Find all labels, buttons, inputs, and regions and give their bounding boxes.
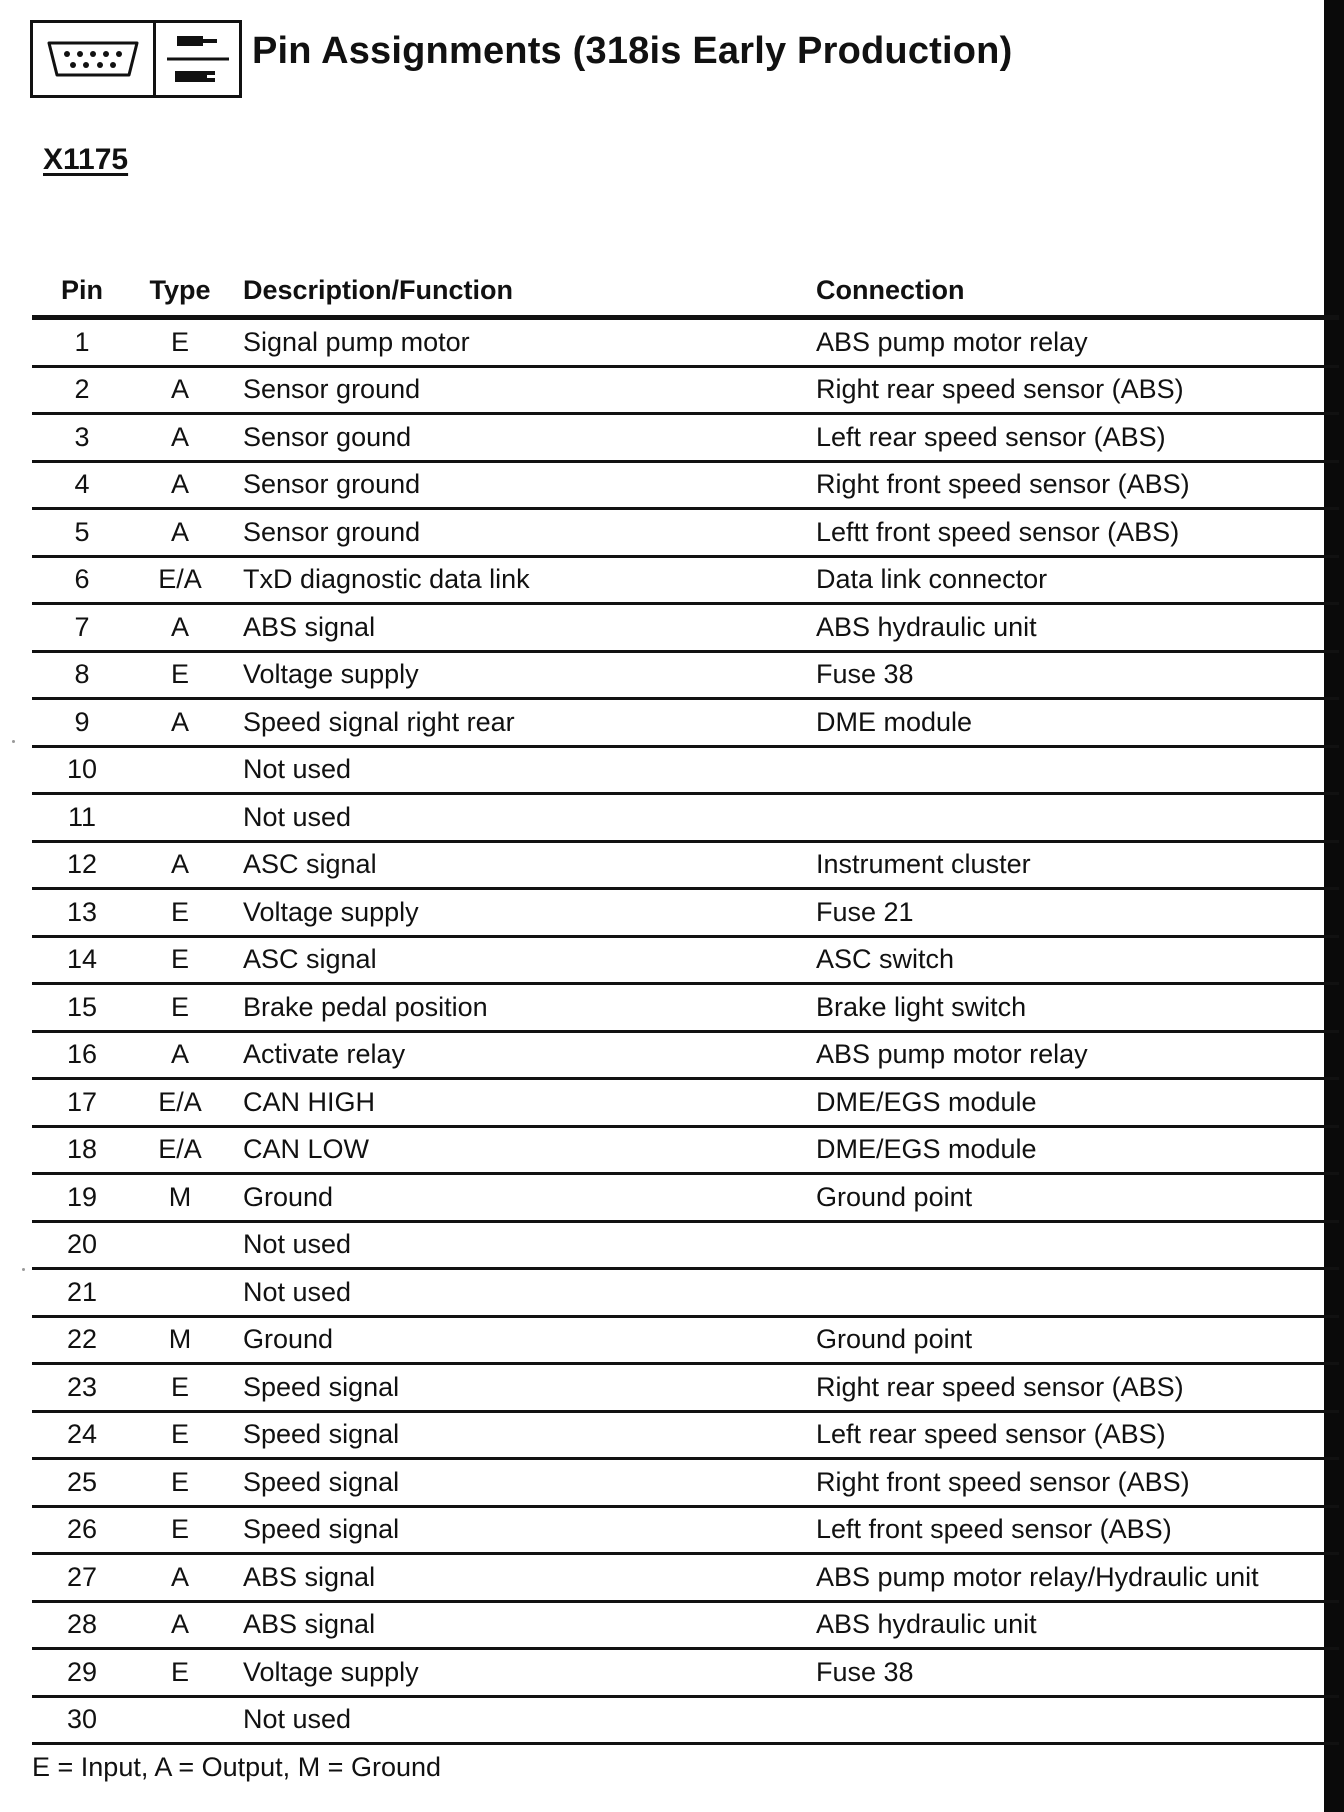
- pin-cell: 17: [32, 1079, 132, 1127]
- column-header-description: Description/Function: [228, 266, 816, 318]
- pin-cell: 11: [32, 794, 132, 842]
- description-cell: Speed signal: [228, 1364, 816, 1412]
- table-row: [32, 1221, 1339, 1269]
- table-row: [32, 1079, 1339, 1127]
- pin-cell: 13: [32, 889, 132, 937]
- scan-speck: [12, 740, 15, 743]
- type-cell: E/A: [132, 556, 228, 604]
- table-row: [32, 1506, 1339, 1554]
- type-cell: E: [132, 936, 228, 984]
- column-header-type: Type: [132, 266, 228, 318]
- pin-cell: 3: [32, 414, 132, 462]
- pin-cell: 30: [32, 1696, 132, 1744]
- description-cell: Speed signal right rear: [228, 699, 816, 747]
- connection-cell: ABS pump motor relay: [816, 318, 1339, 367]
- type-cell: E: [132, 651, 228, 699]
- table-row: [32, 889, 1339, 937]
- type-cell: E: [132, 889, 228, 937]
- connection-cell: Right rear speed sensor (ABS): [816, 366, 1339, 414]
- pin-cell: 2: [32, 366, 132, 414]
- pin-cell: 27: [32, 1554, 132, 1602]
- pin-cell: 8: [32, 651, 132, 699]
- type-cell: E: [132, 318, 228, 367]
- table-row: [32, 1601, 1339, 1649]
- connection-cell: DME/EGS module: [816, 1079, 1339, 1127]
- type-cell: [132, 1269, 228, 1317]
- connection-cell: [816, 1269, 1339, 1317]
- pin-cell: 9: [32, 699, 132, 747]
- connection-cell: Left front speed sensor (ABS): [816, 1506, 1339, 1554]
- pin-cell: 23: [32, 1364, 132, 1412]
- connection-cell: Left rear speed sensor (ABS): [816, 414, 1339, 462]
- description-cell: Voltage supply: [228, 889, 816, 937]
- description-cell: Voltage supply: [228, 1649, 816, 1697]
- pin-cell: 28: [32, 1601, 132, 1649]
- type-cell: A: [132, 604, 228, 652]
- connection-cell: [816, 746, 1339, 794]
- connection-cell: Instrument cluster: [816, 841, 1339, 889]
- connection-cell: Left rear speed sensor (ABS): [816, 1411, 1339, 1459]
- connection-cell: [816, 794, 1339, 842]
- description-cell: Ground: [228, 1174, 816, 1222]
- table-row: [32, 366, 1339, 414]
- table-row: [32, 604, 1339, 652]
- table-row: [32, 556, 1339, 604]
- type-cell: E: [132, 984, 228, 1032]
- pin-cell: 29: [32, 1649, 132, 1697]
- type-cell: A: [132, 414, 228, 462]
- pin-cell: 20: [32, 1221, 132, 1269]
- connection-cell: ABS pump motor relay/Hydraulic unit: [816, 1554, 1339, 1602]
- connection-cell: Data link connector: [816, 556, 1339, 604]
- type-cell: [132, 1221, 228, 1269]
- type-cell: A: [132, 1601, 228, 1649]
- table-row: [32, 1554, 1339, 1602]
- pin-cell: 21: [32, 1269, 132, 1317]
- connection-cell: ABS pump motor relay: [816, 1031, 1339, 1079]
- table-row: [32, 1459, 1339, 1507]
- description-cell: ASC signal: [228, 841, 816, 889]
- description-cell: Speed signal: [228, 1411, 816, 1459]
- table-row: [32, 414, 1339, 462]
- table-row: [32, 1126, 1339, 1174]
- pin-cell: 19: [32, 1174, 132, 1222]
- connection-cell: [816, 1221, 1339, 1269]
- type-cell: M: [132, 1316, 228, 1364]
- header-icon-group: [30, 20, 242, 98]
- pin-cell: 5: [32, 509, 132, 557]
- table-row: [32, 984, 1339, 1032]
- connector-id-heading: X1175: [43, 143, 129, 176]
- type-cell: [132, 1696, 228, 1744]
- table-row: [32, 1316, 1339, 1364]
- description-cell: Not used: [228, 1269, 816, 1317]
- pin-cell: 16: [32, 1031, 132, 1079]
- description-cell: ABS signal: [228, 604, 816, 652]
- type-cell: E: [132, 1506, 228, 1554]
- column-header-connection: Connection: [816, 266, 1339, 318]
- type-cell: A: [132, 509, 228, 557]
- type-cell: M: [132, 1174, 228, 1222]
- description-cell: ASC signal: [228, 936, 816, 984]
- description-cell: CAN LOW: [228, 1126, 816, 1174]
- pin-cell: 7: [32, 604, 132, 652]
- description-cell: Not used: [228, 746, 816, 794]
- connection-cell: DME/EGS module: [816, 1126, 1339, 1174]
- pin-cell: 15: [32, 984, 132, 1032]
- pin-cell: 4: [32, 461, 132, 509]
- tool-diagnostic-icon: [156, 20, 242, 98]
- table-row: [32, 1269, 1339, 1317]
- description-cell: Sensor ground: [228, 366, 816, 414]
- pin-cell: 12: [32, 841, 132, 889]
- pin-cell: 1: [32, 318, 132, 367]
- table-row: [32, 1649, 1339, 1697]
- connection-cell: Fuse 38: [816, 1649, 1339, 1697]
- pin-cell: 14: [32, 936, 132, 984]
- connection-cell: Right front speed sensor (ABS): [816, 1459, 1339, 1507]
- description-cell: Sensor gound: [228, 414, 816, 462]
- table-row: [32, 746, 1339, 794]
- connection-cell: ABS hydraulic unit: [816, 1601, 1339, 1649]
- connection-cell: Ground point: [816, 1174, 1339, 1222]
- pin-cell: 18: [32, 1126, 132, 1174]
- description-cell: Sensor ground: [228, 461, 816, 509]
- type-cell: E/A: [132, 1079, 228, 1127]
- pin-cell: 24: [32, 1411, 132, 1459]
- description-cell: ABS signal: [228, 1554, 816, 1602]
- description-cell: Ground: [228, 1316, 816, 1364]
- page-title: Pin Assignments (318is Early Production): [252, 30, 1013, 72]
- type-cell: E/A: [132, 1126, 228, 1174]
- connection-cell: Right front speed sensor (ABS): [816, 461, 1339, 509]
- type-cell: A: [132, 461, 228, 509]
- pin-cell: 22: [32, 1316, 132, 1364]
- connection-cell: Leftt front speed sensor (ABS): [816, 509, 1339, 557]
- description-cell: Brake pedal position: [228, 984, 816, 1032]
- description-cell: TxD diagnostic data link: [228, 556, 816, 604]
- type-cell: A: [132, 841, 228, 889]
- table-row: [32, 699, 1339, 747]
- pin-cell: 25: [32, 1459, 132, 1507]
- type-cell: A: [132, 366, 228, 414]
- connection-cell: DME module: [816, 699, 1339, 747]
- pin-cell: 26: [32, 1506, 132, 1554]
- type-cell: [132, 794, 228, 842]
- type-cell: E: [132, 1649, 228, 1697]
- pin-assignment-table: [32, 266, 1339, 1745]
- description-cell: ABS signal: [228, 1601, 816, 1649]
- table-row: [32, 1696, 1339, 1744]
- type-cell: E: [132, 1411, 228, 1459]
- description-cell: Signal pump motor: [228, 318, 816, 367]
- table-row: [32, 1031, 1339, 1079]
- column-header-pin: Pin: [32, 266, 132, 318]
- pin-cell: 6: [32, 556, 132, 604]
- connection-cell: Right rear speed sensor (ABS): [816, 1364, 1339, 1412]
- connector-plug-icon: [30, 20, 156, 98]
- description-cell: Voltage supply: [228, 651, 816, 699]
- description-cell: Not used: [228, 1221, 816, 1269]
- pin-cell: 10: [32, 746, 132, 794]
- description-cell: Speed signal: [228, 1459, 816, 1507]
- type-legend: E = Input, A = Output, M = Ground: [32, 1752, 442, 1782]
- connection-cell: ASC switch: [816, 936, 1339, 984]
- table-row: [32, 318, 1339, 367]
- type-cell: [132, 746, 228, 794]
- table-header-row: [32, 266, 1339, 318]
- type-cell: A: [132, 1031, 228, 1079]
- table-row: [32, 794, 1339, 842]
- type-cell: E: [132, 1459, 228, 1507]
- type-cell: A: [132, 699, 228, 747]
- table-row: [32, 936, 1339, 984]
- table-row: [32, 1174, 1339, 1222]
- description-cell: CAN HIGH: [228, 1079, 816, 1127]
- description-cell: Not used: [228, 1696, 816, 1744]
- table-body: [32, 318, 1339, 1744]
- scan-speck: [22, 1268, 25, 1271]
- type-cell: A: [132, 1554, 228, 1602]
- table-row: [32, 841, 1339, 889]
- description-cell: Activate relay: [228, 1031, 816, 1079]
- connection-cell: Fuse 21: [816, 889, 1339, 937]
- connection-cell: Fuse 38: [816, 651, 1339, 699]
- description-cell: Sensor ground: [228, 509, 816, 557]
- table-row: [32, 461, 1339, 509]
- connection-cell: Ground point: [816, 1316, 1339, 1364]
- connection-cell: Brake light switch: [816, 984, 1339, 1032]
- table-row: [32, 1364, 1339, 1412]
- type-cell: E: [132, 1364, 228, 1412]
- connection-cell: [816, 1696, 1339, 1744]
- table-row: [32, 509, 1339, 557]
- table-row: [32, 1411, 1339, 1459]
- description-cell: Not used: [228, 794, 816, 842]
- description-cell: Speed signal: [228, 1506, 816, 1554]
- connection-cell: ABS hydraulic unit: [816, 604, 1339, 652]
- table-row: [32, 651, 1339, 699]
